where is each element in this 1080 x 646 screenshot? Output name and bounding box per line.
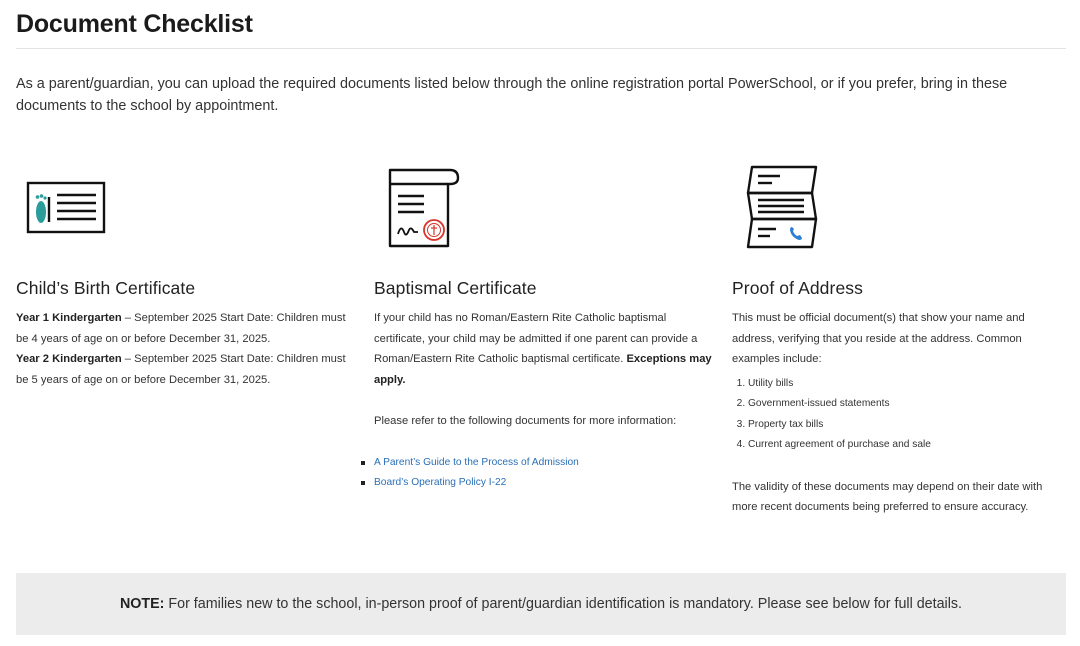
list-item: 4. Current agreement of purchase and sale: [748, 435, 1057, 456]
address-examples-list: [732, 374, 1057, 456]
note-text: For families new to the school, in-person proof of parent/guardian identification is mandatory. Please see below for full details.: [164, 596, 963, 612]
validity-text: The validity of these documents may depend on their date with more recent documents being preferred to ensure accuracy.: [732, 480, 1043, 513]
list-item: 3. Property tax bills: [748, 415, 1057, 436]
parents-guide-link[interactable]: A Parent’s Guide to the Process of Admission: [374, 456, 579, 468]
reference-links: [374, 453, 719, 494]
year2-label: Year 2 Kindergarten: [16, 353, 122, 365]
page-title: Document Checklist: [16, 10, 253, 38]
list-item: [374, 473, 719, 494]
birth-certificate-section: [16, 150, 356, 386]
list-item: [374, 453, 719, 474]
refer-text: Please refer to the following documents for more information:: [374, 415, 677, 427]
proof-of-address-section: [732, 150, 1062, 513]
list-item: 2. Government-issued statements: [748, 394, 1057, 415]
proof-of-address-heading: Proof of Address: [732, 278, 863, 298]
baptismal-certificate-heading: Baptismal Certificate: [374, 278, 537, 298]
intro-paragraph: As a parent/guardian, you can upload the required documents listed below through the online registration portal PowerSchool, or if you prefer, bring in these documents to the school by appointment.: [16, 76, 1008, 114]
id-card-footprint-icon: [16, 150, 356, 255]
list-item: 1. Utility bills: [748, 374, 1057, 395]
operating-policy-link[interactable]: Board’s Operating Policy I-22: [374, 477, 507, 488]
folded-document-phone-icon: [732, 150, 1062, 255]
birth-certificate-body: [16, 308, 351, 390]
baptismal-text: If your child has no Roman/Eastern Rite Catholic baptismal certificate, your child may be admitted if one parent can provide a Roman/Eastern Rite Catholic baptismal certificate.: [374, 312, 698, 365]
year1-label: Year 1 Kindergarten: [16, 312, 122, 324]
year1-text: – September 2025 Start Date: Children must be 4 years of age on or before December 31, 2025.: [16, 312, 346, 345]
birth-certificate-heading: Child’s Birth Certificate: [16, 278, 196, 298]
note-label: NOTE:: [119, 596, 165, 612]
address-text: This must be official document(s) that show your name and address, verifying that you reside at the address. Common examples include:: [732, 312, 1025, 365]
exceptions-note: Exceptions may apply.: [374, 353, 712, 386]
certificate-seal-icon: [374, 150, 719, 255]
title-divider: [16, 48, 1066, 49]
baptismal-certificate-section: [374, 150, 719, 488]
note-banner: [16, 573, 1066, 635]
year2-text: – September 2025 Start Date: Children must be 5 years of age on or before December 31, 2025.: [16, 353, 346, 386]
baptismal-certificate-body: [374, 308, 719, 494]
proof-of-address-body: [732, 308, 1057, 518]
